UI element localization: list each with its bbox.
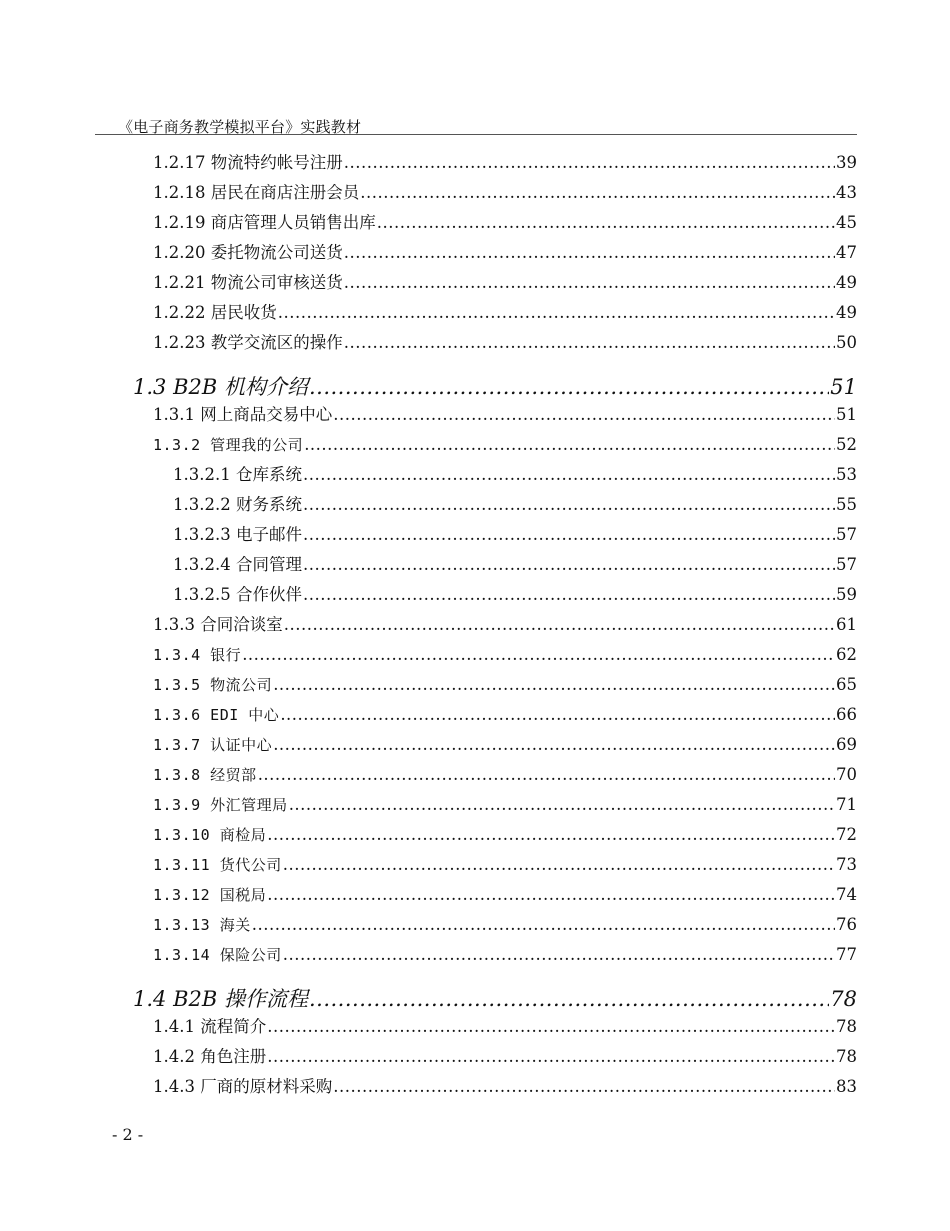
toc-entry[interactable] xyxy=(173,462,857,488)
toc-entry[interactable] xyxy=(153,180,857,206)
toc-dot-leader xyxy=(289,792,835,818)
toc-entry-title: 1.4.1 流程简介 xyxy=(153,1017,267,1036)
toc-entry-title: 1.2.23 教学交流区的操作 xyxy=(153,333,343,352)
toc-entry-page: 49 xyxy=(836,303,857,322)
toc-entry-title: 1.3.10 商检局 xyxy=(153,826,267,844)
toc-entry[interactable] xyxy=(173,552,857,578)
toc-dot-leader xyxy=(280,702,835,728)
toc-entry-page: 65 xyxy=(836,675,857,694)
toc-entry-title: 1.3.2.1 仓库系统 xyxy=(173,465,302,484)
toc-entry-page: 66 xyxy=(836,705,857,724)
toc-entry-title: 1.3.14 保险公司 xyxy=(153,946,282,964)
toc-entry-title: 1.3.3 合同洽谈室 xyxy=(153,615,283,634)
toc-dot-leader xyxy=(242,642,835,668)
toc-entry[interactable] xyxy=(153,1014,857,1040)
toc-entry-page: 74 xyxy=(836,885,857,904)
toc-dot-leader xyxy=(252,912,835,938)
toc-dot-leader xyxy=(267,1014,835,1040)
toc-entry-page: 76 xyxy=(836,915,857,934)
toc-dot-leader xyxy=(267,822,835,848)
toc-entry[interactable] xyxy=(153,270,857,296)
toc-dot-leader xyxy=(267,882,835,908)
toc-entry-title: 1.4.3 厂商的原材料采购 xyxy=(153,1077,333,1096)
toc-dot-leader xyxy=(303,492,835,518)
toc-dot-leader xyxy=(309,372,829,402)
toc-dot-leader xyxy=(273,672,835,698)
toc-entry[interactable] xyxy=(153,792,857,818)
toc-entry-page: 78 xyxy=(836,1017,857,1036)
toc-entry-title: 1.3.13 海关 xyxy=(153,916,251,934)
toc-entry[interactable] xyxy=(153,732,857,758)
toc-dot-leader xyxy=(333,1074,835,1100)
toc-entry-page: 83 xyxy=(836,1077,857,1096)
toc-dot-leader xyxy=(303,582,835,608)
toc-entry-title: 1.3.2.4 合同管理 xyxy=(173,555,302,574)
toc-dot-leader xyxy=(309,984,829,1014)
toc-dot-leader xyxy=(304,432,835,458)
toc-dot-leader xyxy=(344,270,835,296)
toc-entry[interactable] xyxy=(153,822,857,848)
toc-entry[interactable] xyxy=(153,300,857,326)
page-header: 《电子商务教学模拟平台》实践教材 xyxy=(118,118,362,136)
toc-entry-page: 73 xyxy=(836,855,857,874)
toc-entry-page: 69 xyxy=(836,735,857,754)
toc-entry-title: 1.3.9 外汇管理局 xyxy=(153,796,288,814)
toc-entry-page: 57 xyxy=(836,525,857,544)
toc-entry[interactable] xyxy=(153,432,857,458)
toc-entry[interactable] xyxy=(153,672,857,698)
toc-entry-page: 53 xyxy=(836,465,857,484)
toc-dot-leader xyxy=(344,150,835,176)
toc-entry[interactable] xyxy=(173,492,857,518)
toc-entry-page: 50 xyxy=(836,333,857,352)
toc-entry[interactable] xyxy=(153,402,857,428)
toc-dot-leader xyxy=(278,300,835,326)
toc-entry-page: 47 xyxy=(836,243,857,262)
toc-dot-leader xyxy=(344,330,835,356)
toc-entry[interactable] xyxy=(153,210,857,236)
toc-entry-title: 1.4.2 角色注册 xyxy=(153,1047,267,1066)
toc-entry[interactable] xyxy=(153,642,857,668)
toc-entry-page: 49 xyxy=(836,273,857,292)
toc-entry-page: 72 xyxy=(836,825,857,844)
toc-entry-title: 1.3.2.3 电子邮件 xyxy=(173,525,302,544)
toc-entry[interactable] xyxy=(153,852,857,878)
toc-entry[interactable] xyxy=(153,612,857,638)
toc-dot-leader xyxy=(283,852,835,878)
toc-section-heading[interactable] xyxy=(133,984,857,1014)
toc-entry-page: 77 xyxy=(836,945,857,964)
toc-entry-title: 1.2.17 物流特约帐号注册 xyxy=(153,153,343,172)
toc-dot-leader xyxy=(258,762,835,788)
toc-entry-page: 78 xyxy=(830,987,857,1011)
toc-entry-title: 1.2.22 居民收货 xyxy=(153,303,277,322)
page-number: - 2 - xyxy=(112,1125,144,1144)
toc-entry-page: 57 xyxy=(836,555,857,574)
toc-dot-leader xyxy=(333,402,835,428)
toc-entry[interactable] xyxy=(153,882,857,908)
toc-dot-leader xyxy=(284,612,835,638)
toc-dot-leader xyxy=(344,240,835,266)
toc-dot-leader xyxy=(303,522,835,548)
toc-entry-title: 1.3.1 网上商品交易中心 xyxy=(153,405,333,424)
toc-entry-title: 1.3.2.2 财务系统 xyxy=(173,495,302,514)
toc-entry[interactable] xyxy=(153,762,857,788)
toc-entry[interactable] xyxy=(173,582,857,608)
toc-dot-leader xyxy=(283,942,835,968)
toc-entry-page: 45 xyxy=(836,213,857,232)
toc-entry[interactable] xyxy=(153,150,857,176)
toc-entry-page: 43 xyxy=(836,183,857,202)
toc-entry-title: 1.3 B2B 机构介绍 xyxy=(133,375,308,399)
toc-section-heading[interactable] xyxy=(133,372,857,402)
toc-entry-title: 1.2.19 商店管理人员销售出库 xyxy=(153,213,376,232)
toc-dot-leader xyxy=(360,180,835,206)
toc-entry-title: 1.2.18 居民在商店注册会员 xyxy=(153,183,360,202)
header-rule xyxy=(95,134,857,135)
toc-dot-leader xyxy=(377,210,835,236)
toc-entry-title: 1.3.12 国税局 xyxy=(153,886,267,904)
toc-entry-title: 1.3.7 认证中心 xyxy=(153,736,273,754)
toc-entry-title: 1.3.11 货代公司 xyxy=(153,856,282,874)
toc-dot-leader xyxy=(273,732,835,758)
toc-entry-title: 1.4 B2B 操作流程 xyxy=(133,987,308,1011)
toc-entry[interactable] xyxy=(153,702,857,728)
toc-entry-page: 61 xyxy=(836,615,857,634)
toc-entry-title: 1.3.2 管理我的公司 xyxy=(153,436,304,454)
toc-entry-title: 1.3.8 经贸部 xyxy=(153,766,257,784)
toc-entry-page: 55 xyxy=(836,495,857,514)
toc-entry-title: 1.3.6 EDI 中心 xyxy=(153,706,280,724)
toc-entry-page: 59 xyxy=(836,585,857,604)
toc-entry[interactable] xyxy=(153,330,857,356)
toc-entry-title: 1.3.5 物流公司 xyxy=(153,676,273,694)
toc-entry[interactable] xyxy=(153,912,857,938)
toc-dot-leader xyxy=(267,1044,835,1070)
toc-entry-title: 1.2.21 物流公司审核送货 xyxy=(153,273,343,292)
toc-entry[interactable] xyxy=(153,1044,857,1070)
toc-entry-page: 39 xyxy=(836,153,857,172)
toc-entry-page: 78 xyxy=(836,1047,857,1066)
toc-dot-leader xyxy=(303,552,835,578)
toc-entry-page: 51 xyxy=(836,405,857,424)
toc-entry-title: 1.2.20 委托物流公司送货 xyxy=(153,243,343,262)
toc-entry-page: 52 xyxy=(836,435,857,454)
toc-entry-title: 1.3.2.5 合作伙伴 xyxy=(173,585,302,604)
toc-entry-page: 62 xyxy=(836,645,857,664)
toc-entry-page: 70 xyxy=(836,765,857,784)
toc-entry-page: 71 xyxy=(836,795,857,814)
toc-entry-page: 51 xyxy=(830,375,857,399)
toc-entry[interactable] xyxy=(173,522,857,548)
toc-entry-title: 1.3.4 银行 xyxy=(153,646,242,664)
toc-entry[interactable] xyxy=(153,1074,857,1100)
toc-entry[interactable] xyxy=(153,942,857,968)
toc-dot-leader xyxy=(303,462,835,488)
toc-entry[interactable] xyxy=(153,240,857,266)
